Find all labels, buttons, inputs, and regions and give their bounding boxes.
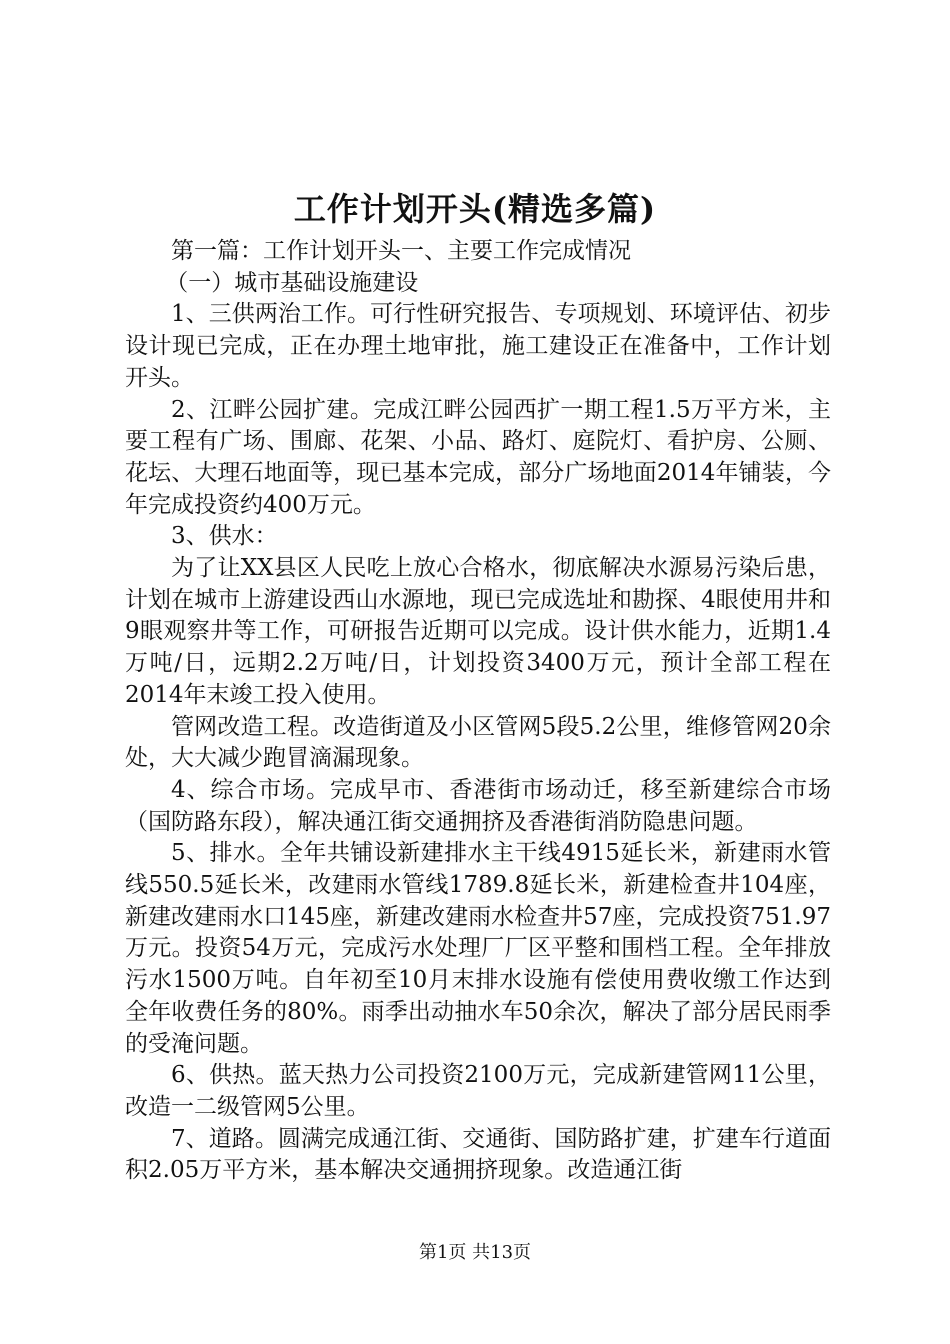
- document-title: 工作计划开头(精选多篇): [293, 190, 657, 228]
- paragraph-item-6: 6、供热。蓝天热力公司投资2100万元，完成新建管网11公里，改造一二级管网5公里。: [125, 1062, 831, 1120]
- page-number-footer: 第1页 共13页: [418, 1242, 532, 1263]
- paragraph-chapter-heading: 第一篇：工作计划开头一、主要工作完成情况: [171, 238, 631, 264]
- document-body: [125, 236, 831, 1187]
- paragraph-item-4: 4、综合市场。完成早市、香港街市场动迁，移至新建综合市场（国防路东段），解决通江街交通拥挤及香港街消防隐患问题。: [125, 776, 831, 835]
- paragraph-water-supply: 为了让XX县区人民吃上放心合格水，彻底解决水源易污染后患，计划在城市上游建设西山水源地，现已完成选址和勘探、4眼使用井和9眼观察井等工作，可研报告近期可以完成。设计供水能力，近期1.4万吨/日，远期2.2万吨/日，计划投资3400万元，预计全部工程在2014年末竣工投入使用。: [125, 555, 831, 708]
- paragraph-item-7: 7、道路。圆满完成通江街、交通街、国防路扩建，扩建车行道面积2.05万平方米，基本解决交通拥挤现象。改造通江街: [125, 1125, 831, 1184]
- paragraph-item-3: 3、供水：: [171, 523, 278, 550]
- paragraph-pipe-network: 管网改造工程。改造街道及小区管网5段5.2公里，维修管网20余处，大大减少跑冒滴漏现象。: [125, 713, 831, 772]
- paragraph-section-heading: （一）城市基础设施建设: [165, 269, 419, 296]
- paragraph-item-2: 2、江畔公园扩建。完成江畔公园西扩一期工程1.5万平方米，主要工程有广场、围廊、花架、小品、路灯、庭院灯、看护房、公厕、花坛、大理石地面等，现已基本完成，部分广场地面2014年铺装，今年完成投资约400万元。: [125, 396, 831, 518]
- paragraph-item-1: 1、三供两治工作。可行性研究报告、专项规划、环境评估、初步设计现已完成，正在办理土地审批，施工建设正在准备中，工作计划开头。: [125, 301, 831, 391]
- paragraph-item-5: 5、排水。全年共铺设新建排水主干线4915延长米，新建雨水管线550.5延长米，改建雨水管线1789.8延长米，新建检查井104座，新建改建雨水口145座，新建改建雨水检查井57座，完成投资751.97万元。投资54万元，完成污水处理厂厂区平整和围档工程。全年排放污水1500万吨。自年初至10月末排水设施有偿使用费收缴工作达到全年收费任务的80%。雨季出动抽水车50余次，解决了部分居民雨季的受淹问题。: [125, 840, 831, 1057]
